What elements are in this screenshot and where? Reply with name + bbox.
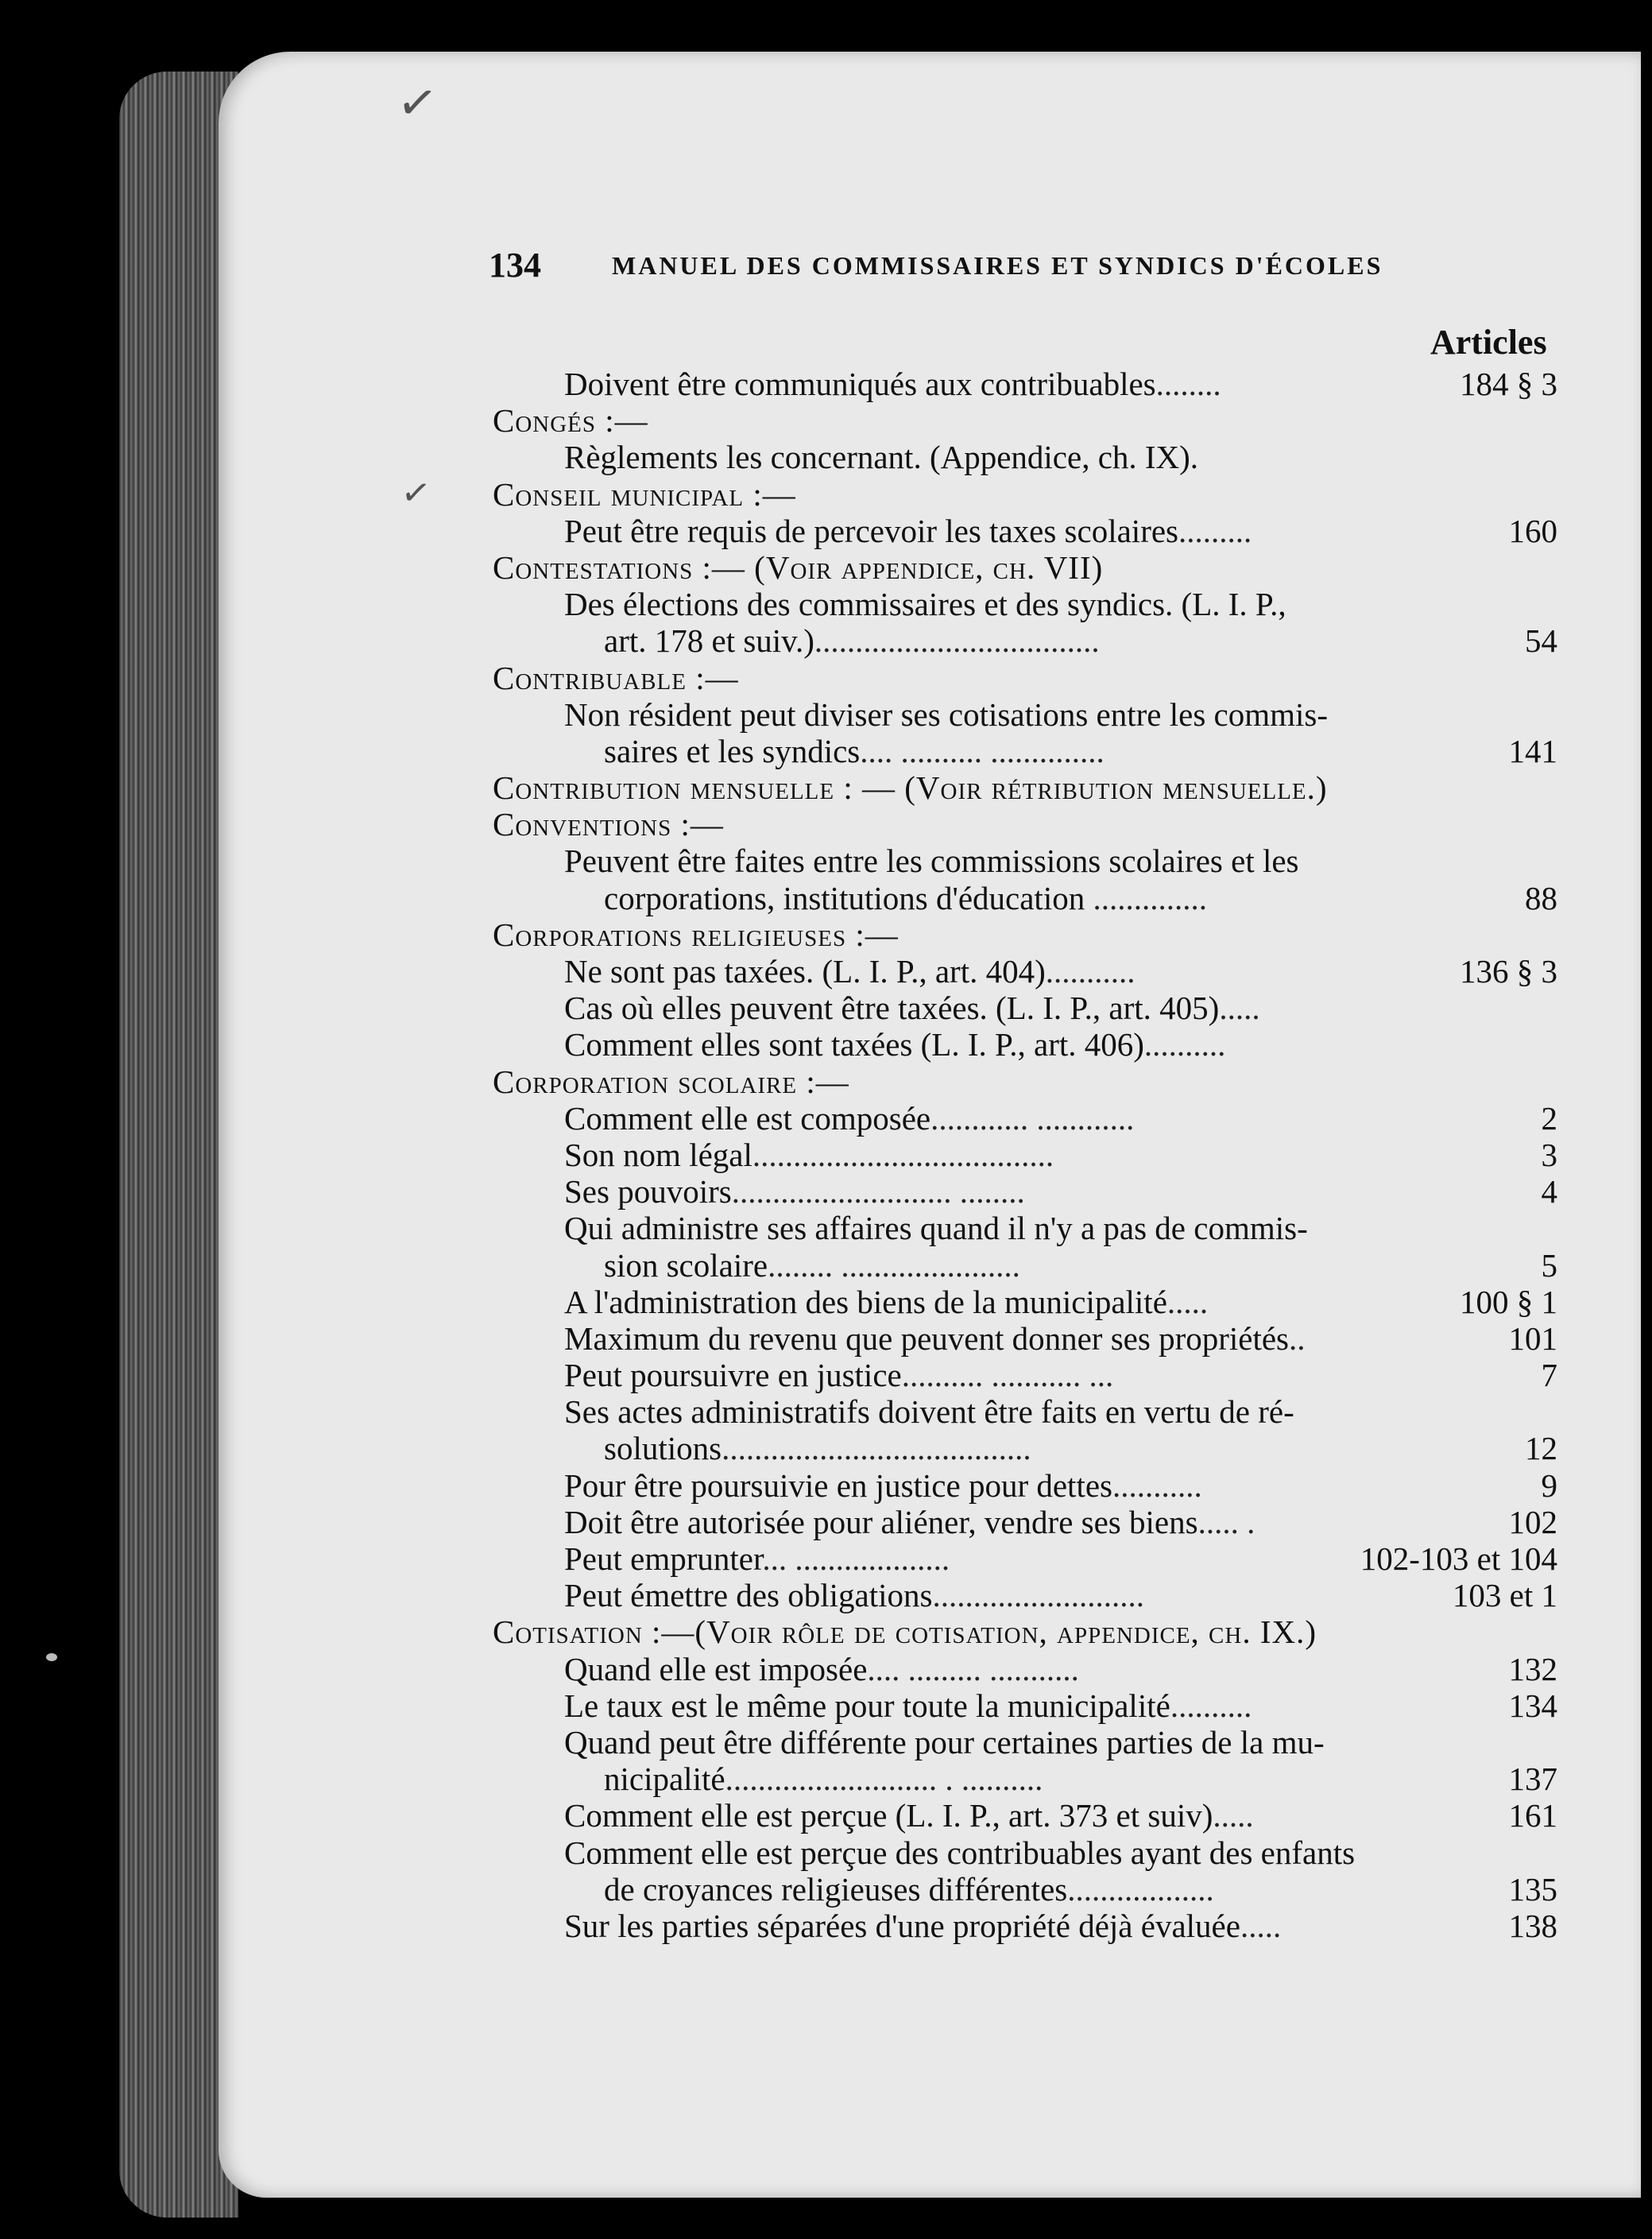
page-header (489, 245, 1601, 292)
leader-dots: .... ......... ........... (867, 1650, 1079, 1687)
index-entry (493, 1357, 1557, 1393)
entry-text: Peut être requis de percevoir les taxes scolaires (564, 512, 1178, 549)
article-reference: 7 (1541, 1357, 1557, 1394)
entry-text: Peut poursuivre en justice (564, 1357, 902, 1394)
index-heading (493, 806, 1557, 843)
index-entry (493, 1210, 1557, 1246)
entry-text: Sur les parties séparées d'une propriété déjà évaluée (564, 1907, 1240, 1944)
index-entry (493, 439, 1557, 475)
column-heading-articles: Articles (1430, 323, 1547, 362)
entry-text: Qui administre ses affaires quand il n'y a pas de commis- (564, 1210, 1308, 1247)
article-reference: 9 (1541, 1466, 1557, 1504)
leader-dots: ...................................... (722, 1430, 1031, 1467)
pencil-check-mark-icon: ✓ (393, 72, 441, 134)
index-entry (493, 843, 1557, 879)
index-entry (493, 622, 1557, 659)
entry-text: Contribution mensuelle : — (Voir rétribution mensuelle.) (493, 769, 1328, 807)
index-entry (493, 696, 1557, 733)
entry-text: solutions (604, 1430, 722, 1467)
index-heading (493, 1613, 1557, 1650)
article-reference: 161 (1508, 1797, 1557, 1834)
index-heading (493, 402, 1557, 439)
leader-dots: .......... (1170, 1687, 1252, 1724)
leader-dots: ..... (1213, 1797, 1254, 1834)
running-title: MANUEL DES COMMISSAIRES ET SYNDICS D'ÉCOLES (612, 251, 1383, 280)
entry-text: Comment elle est composée (564, 1099, 931, 1137)
index-entry (493, 1871, 1557, 1908)
entry-text: Son nom légal (564, 1136, 752, 1173)
index-heading (493, 769, 1557, 806)
entry-text: Peuvent être faites entre les commissions scolaires et les (564, 843, 1299, 880)
index-entry (493, 1393, 1557, 1430)
index-entry (493, 1430, 1557, 1466)
entry-text: Comment elles sont taxées (L. I. P., art. 406) (564, 1026, 1144, 1063)
entry-text: Corporation scolaire :— (493, 1063, 849, 1100)
entry-text: Contestations :— (Voir appendice, ch. VII) (493, 548, 1104, 586)
entry-text: saires et les syndics (604, 732, 861, 769)
article-reference: 88 (1525, 879, 1557, 916)
entry-text: Quand elle est imposée (564, 1650, 868, 1687)
page-number: 134 (489, 246, 541, 285)
index-heading (493, 916, 1557, 953)
article-reference: 3 (1541, 1136, 1557, 1173)
index-heading (493, 1063, 1557, 1100)
entry-text: Doit être autorisée pour aliéner, vendre ses biens (564, 1503, 1198, 1540)
index-entry (493, 513, 1557, 549)
index-entry (493, 1173, 1557, 1210)
entry-text: Conventions :— (493, 806, 724, 843)
index-entry (493, 1504, 1557, 1540)
article-reference: 137 (1508, 1761, 1557, 1798)
leader-dots: ............ ............ (930, 1099, 1135, 1137)
entry-text: Règlements les concernant. (Appendice, ch. IX). (564, 439, 1199, 476)
index-entry (493, 1577, 1557, 1613)
entry-text: sion scolaire (604, 1246, 768, 1284)
index-heading (493, 660, 1557, 696)
article-reference: 138 (1508, 1907, 1557, 1944)
entry-text: Comment elle est perçue (L. I. P., art. 373 et suiv) (564, 1797, 1213, 1834)
article-reference: 134 (1508, 1687, 1557, 1724)
index-entry (493, 1247, 1557, 1284)
index-entry (493, 1761, 1557, 1797)
index-entry (493, 1724, 1557, 1761)
index-entry (493, 1651, 1557, 1687)
index-entry (493, 1834, 1557, 1871)
entry-text: Contribuable :— (493, 659, 739, 696)
article-reference: 54 (1525, 622, 1557, 660)
index-entry (493, 953, 1557, 990)
leader-dots: .......... ........... ... (901, 1357, 1114, 1394)
entry-text: Cas où elles peuvent être taxées. (L. I. P., art. 405) (564, 990, 1220, 1027)
entry-text: Ses pouvoirs (564, 1173, 732, 1211)
entry-text: Maximum du revenu que peuvent donner ses propriétés (564, 1319, 1290, 1357)
entry-text: Peut emprunter (564, 1540, 763, 1577)
index-entry (493, 1540, 1557, 1577)
index-entries (493, 366, 1557, 1944)
leader-dots: .... .......... .............. (860, 732, 1105, 769)
leader-dots: ........ ...................... (768, 1246, 1020, 1284)
index-entry (493, 1797, 1557, 1834)
entry-text: de croyances religieuses différentes (604, 1870, 1068, 1908)
index-entry (493, 1100, 1557, 1137)
entry-text: Ses actes administratifs doivent être faits en vertu de ré- (564, 1393, 1294, 1431)
entry-text: Pour être poursuivie en justice pour dettes (564, 1466, 1112, 1504)
entry-text: Quand peut être différente pour certaines parties de la mu- (564, 1723, 1325, 1761)
leader-dots: .......................... . .......... (725, 1761, 1043, 1798)
leader-dots: ..... . (1197, 1503, 1255, 1540)
index-heading (493, 476, 1557, 513)
entry-text: Ne sont pas taxées. (L. I. P., art. 404) (564, 953, 1046, 990)
article-reference: 132 (1508, 1650, 1557, 1687)
scan-smudge (46, 1653, 57, 1661)
index-entry (493, 880, 1557, 916)
index-entry (493, 1284, 1557, 1320)
entry-text: Corporations religieuses :— (493, 916, 899, 953)
index-entry (493, 1137, 1557, 1173)
index-entry (493, 1467, 1557, 1504)
leader-dots: ..................................... (752, 1136, 1054, 1173)
article-reference: 103 et 1 (1452, 1577, 1557, 1614)
entry-text: Peut émettre des obligations (564, 1577, 933, 1614)
entry-text: A l'administration des biens de la municipalité (564, 1283, 1167, 1320)
article-reference: 102-103 et 104 (1360, 1540, 1557, 1577)
entry-text: Congés :— (493, 402, 648, 440)
leader-dots: ..... (1219, 990, 1260, 1027)
index-entry (493, 1908, 1557, 1944)
article-reference: 2 (1541, 1099, 1557, 1137)
leader-dots: .. (1289, 1319, 1306, 1357)
index-entry (493, 990, 1557, 1026)
article-reference: 100 § 1 (1460, 1283, 1557, 1320)
index-entry (493, 1026, 1557, 1063)
entry-text: Des élections des commissaires et des syndics. (L. I. P., (564, 586, 1286, 623)
article-reference: 12 (1525, 1430, 1557, 1467)
article-reference: 135 (1508, 1870, 1557, 1908)
leader-dots: ........................... ........ (731, 1173, 1025, 1211)
leader-dots: ..... (1240, 1907, 1282, 1944)
article-reference: 136 § 3 (1460, 953, 1557, 990)
leader-dots: .......... (1143, 1026, 1226, 1063)
entry-text: Conseil municipal :— (493, 475, 796, 513)
index-entry (493, 1687, 1557, 1724)
leader-dots: .......................... (932, 1577, 1144, 1614)
leader-dots: ... ................... (762, 1540, 950, 1577)
entry-text: art. 178 et suiv.) (604, 622, 814, 660)
article-reference: 184 § 3 (1460, 366, 1557, 402)
entry-text: Le taux est le même pour toute la municipalité (564, 1687, 1170, 1724)
leader-dots: ........ (1155, 366, 1221, 402)
leader-dots: ........... (1045, 953, 1136, 990)
index-entry (493, 1320, 1557, 1357)
article-reference: 141 (1508, 732, 1557, 769)
pencil-check-mark-icon: ✓ (398, 471, 434, 516)
index-entry (493, 586, 1557, 622)
entry-text: nicipalité (604, 1761, 725, 1798)
article-reference: 102 (1508, 1503, 1557, 1540)
leader-dots: .................. (1067, 1870, 1214, 1908)
index-entry (493, 366, 1557, 402)
article-reference: 4 (1541, 1173, 1557, 1211)
entry-text: corporations, institutions d'éducation (604, 879, 1085, 916)
article-reference: 160 (1508, 512, 1557, 549)
leader-dots: .............. (1085, 879, 1207, 916)
leader-dots: ........... (1112, 1466, 1202, 1504)
index-entry (493, 733, 1557, 769)
leader-dots: ..... (1166, 1283, 1209, 1320)
leader-dots: ................................... (814, 622, 1100, 660)
index-heading (493, 549, 1557, 586)
article-reference: 101 (1508, 1319, 1557, 1357)
entry-text: Non résident peut diviser ses cotisations entre les commis- (564, 695, 1329, 733)
entry-text: Comment elle est perçue des contribuables ayant des enfants (564, 1834, 1356, 1871)
leader-dots: ......... (1178, 512, 1252, 549)
entry-text: Cotisation :—(Voir rôle de cotisation, appendice, ch. IX.) (493, 1613, 1317, 1651)
entry-text: Doivent être communiqués aux contribuables (564, 366, 1156, 402)
article-reference: 5 (1541, 1246, 1557, 1284)
